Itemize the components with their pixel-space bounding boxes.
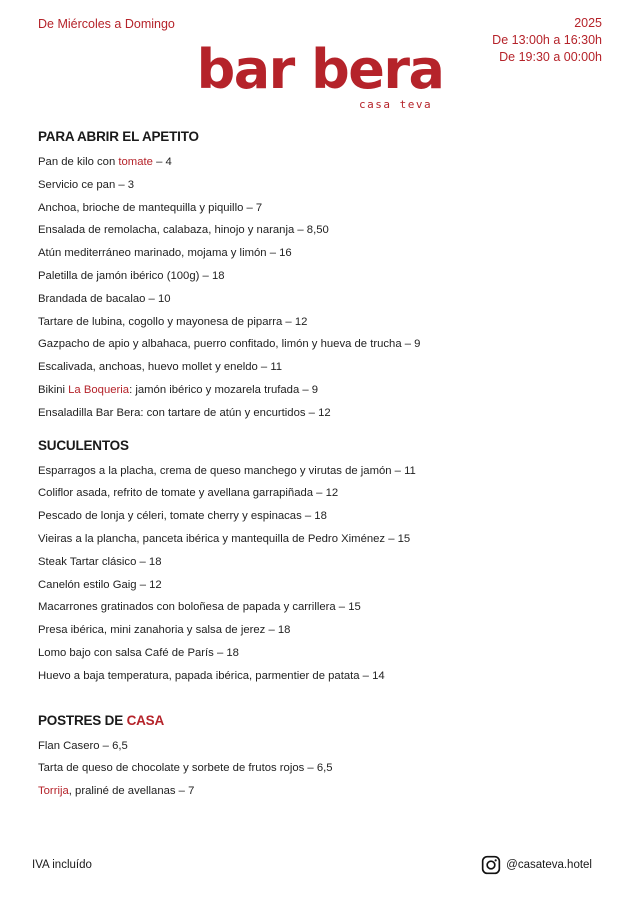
menu-item: Canelón estilo Gaig – 12 [38,578,162,591]
succulent-list [38,460,608,688]
menu-item: Lomo bajo con salsa Café de París – 18 [38,646,239,659]
instagram-handle-text: @casateva.hotel [506,859,592,871]
menu-item: Macarrones gratinados con boloñesa de papada y carrillera – 15 [38,601,361,614]
menu-item: Paletilla de jamón ibérico (100g) – 18 [38,269,225,282]
menu-item: Flan Casero – 6,5 [38,739,128,752]
menu-item: Pescado de lonja y céleri, tomate cherry y espinacas – 18 [38,510,327,523]
menu-item: Anchoa, brioche de mantequilla y piquillo – 7 [38,201,263,214]
hours-lunch: De 13:00h a 16:30h [492,33,602,47]
menu-item: Pan de kilo con tomate – 4 [38,156,172,168]
menu-item: Vieiras a la plancha, panceta ibérica y mantequilla de Pedro Ximénez – 15 [38,532,411,545]
menu-item: Presa ibérica, mini zanahoria y salsa de jerez – 18 [38,624,291,637]
menu-item: Tarta de queso de chocolate y sorbete de frutos rojos – 6,5 [38,762,333,775]
highlight-text: La Boqueria [68,383,130,396]
instagram-handle[interactable] [481,855,592,875]
menu-item: Esparragos a la placha, crema de queso manchego y virutas de jamón – 11 [38,464,416,477]
menu-item: Torrija, praliné de avellanas – 7 [38,785,195,798]
menu-item: Gazpacho de apio y albahaca, puerro confitado, limón y hueva de trucha – 9 [38,338,421,351]
menu-item: Brandada de bacalao – 10 [38,292,171,305]
menu-item: Ensaladilla Bar Bera: con tartare de atún y encurtidos – 12 [38,406,331,419]
menu-item: Steak Tartar clásico – 18 [38,555,162,568]
menu-item: Atún mediterráneo marinado, mojama y limón – 16 [38,247,292,260]
menu [38,127,608,803]
highlight-text: Torrija [38,785,69,798]
menu-item: Coliflor asada, refrito de tomate y avellana garrapiñada – 12 [38,487,339,500]
tax-note: IVA incluído [32,859,92,871]
logo-name: bar bera [196,38,444,101]
menu-item: Huevo a baja temperatura, papada ibérica, parmentier de patata – 14 [38,669,385,682]
menu-item: Ensalada de remolacha, calabaza, hinojo y naranja – 8,50 [38,224,329,237]
menu-item: Bikini La Boqueria: jamón ibérico y mozarela trufada – 9 [38,383,319,396]
highlight-text: tomate [118,156,153,168]
section-title-desserts: POSTRES DE CASA [38,712,165,728]
logo-tagline: casa teva [359,98,433,111]
desserts-list [38,735,608,803]
menu-item: Escalivada, anchoas, huevo mollet y eneldo – 11 [38,361,283,374]
year: 2025 [574,16,602,30]
section-title-appetizers: PARA ABRIR EL APETITO [38,129,199,144]
instagram-icon [481,855,501,875]
logo [0,38,640,111]
highlight-text: CASA [126,712,165,728]
opening-days: De Miércoles a Domingo [38,17,175,31]
menu-item: Servicio ce pan – 3 [38,178,135,191]
appetizers-list [38,151,608,425]
hours-dinner: De 19:30 a 00:00h [499,50,602,64]
section-title-succulent: SUCULENTOS [38,437,129,453]
menu-item: Tartare de lubina, cogollo y mayonesa de piparra – 12 [38,315,308,328]
